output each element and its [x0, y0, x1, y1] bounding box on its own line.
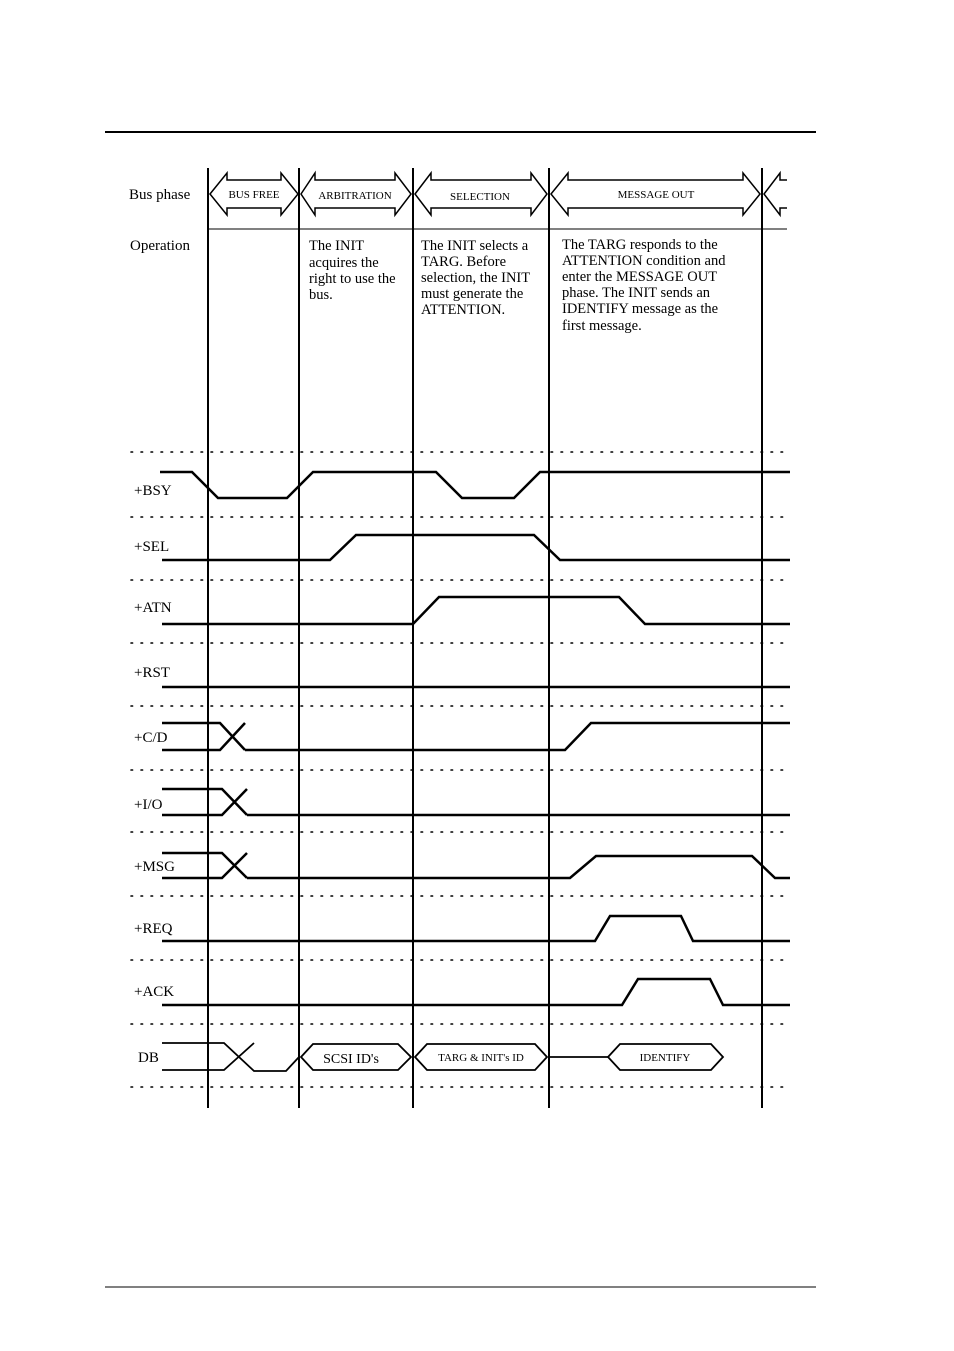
bsy-waveform	[160, 472, 790, 498]
signal-label-atn: +ATN	[134, 600, 172, 616]
sel-waveform	[162, 535, 790, 560]
signal-label-bsy: +BSY	[134, 483, 172, 499]
signal-label-io: +I/O	[134, 797, 163, 813]
cd-waveform-low	[162, 723, 245, 750]
db-identify: IDENTIFY	[639, 1052, 691, 1064]
signal-label-req: +REQ	[134, 921, 173, 937]
cd-waveform	[245, 723, 790, 750]
phase-message-out: MESSAGE OUT	[617, 189, 695, 201]
operation-message-out: The TARG responds to the ATTENTION condition and enter the MESSAGE OUT phase. The INIT sends an IDENTIFY message as the first message.	[562, 237, 726, 334]
io-waveform-low	[162, 789, 247, 815]
dotted-separators	[131, 452, 787, 1087]
signal-label-msg: +MSG	[134, 859, 175, 875]
signal-label-rst: +RST	[134, 665, 170, 681]
db-idle-high	[162, 1043, 299, 1071]
next-phase-arrow	[764, 173, 787, 215]
signal-label-cd: +C/D	[134, 730, 168, 746]
signal-label-db: DB	[138, 1050, 159, 1066]
msg-waveform	[247, 856, 790, 878]
operation-label: Operation	[130, 238, 190, 254]
atn-waveform	[162, 597, 790, 624]
phase-bus-free: BUS FREE	[228, 189, 280, 201]
phase-arbitration: ARBITRATION	[318, 190, 392, 202]
bus-phase-label: Bus phase	[129, 187, 191, 203]
operation-selection: The INIT selects a TARG. Before selection, the INIT must generate the ATTENTION.	[421, 238, 530, 318]
db-targ-init-id: TARG & INIT's ID	[438, 1052, 524, 1064]
ack-waveform	[162, 979, 790, 1005]
db-scsi-id: SCSI ID's	[323, 1052, 379, 1067]
signal-label-sel: +SEL	[134, 539, 170, 555]
waveforms	[160, 472, 790, 1005]
phase-selection: SELECTION	[450, 191, 510, 203]
signal-labels	[134, 483, 175, 1066]
req-waveform	[162, 916, 790, 941]
signal-label-ack: +ACK	[134, 984, 175, 1000]
operation-arbitration: The INIT acquires the right to use the bus.	[309, 238, 396, 303]
